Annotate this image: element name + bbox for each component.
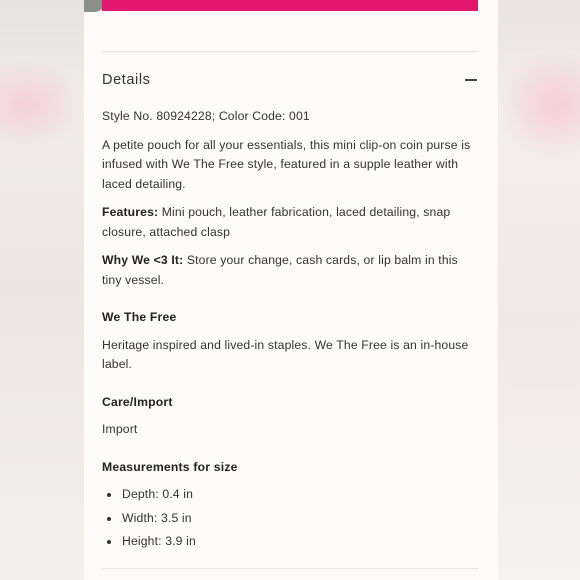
divider-top xyxy=(102,51,478,52)
why-label: Why We <3 It: xyxy=(102,253,184,267)
add-to-bag-button-edge[interactable] xyxy=(102,0,478,11)
background-blur-left xyxy=(0,0,84,580)
minus-icon[interactable] xyxy=(465,79,477,81)
details-accordion-header[interactable] xyxy=(102,70,478,90)
list-item: • Width: 3.5 in xyxy=(121,509,478,529)
why-text: Store your change, cash cards, or lip balm in this tiny vessel. xyxy=(102,253,458,287)
care-heading: Care/Import xyxy=(102,394,173,409)
list-item: • Depth: 0.4 in xyxy=(121,485,478,505)
details-content xyxy=(102,107,478,556)
brand-heading: We The Free xyxy=(102,310,177,324)
features-text: Mini pouch, leather fabrication, laced detailing, snap closure, attached clasp xyxy=(102,205,451,239)
style-number: Style No. 80924228; Color Code: 001 xyxy=(102,109,310,123)
features-label: Features: xyxy=(102,205,159,219)
product-details-panel xyxy=(84,0,498,580)
divider-bottom xyxy=(102,568,478,569)
why-paragraph xyxy=(102,251,478,290)
details-title: Details xyxy=(102,72,151,88)
features-paragraph xyxy=(102,203,478,242)
measurements-list xyxy=(102,485,478,552)
product-description: A petite pouch for all your essentials, this mini clip-on coin purse is infused with We The Free style, featured in a supple leather with laced detailing. xyxy=(102,137,471,191)
care-text: Import xyxy=(102,422,138,436)
background-blur-right xyxy=(498,0,580,580)
measurements-heading: Measurements for size xyxy=(102,459,238,474)
list-item: • Height: 3.9 in xyxy=(121,532,478,552)
brand-text: Heritage inspired and lived-in staples. We The Free is an in-house label. xyxy=(102,337,469,371)
